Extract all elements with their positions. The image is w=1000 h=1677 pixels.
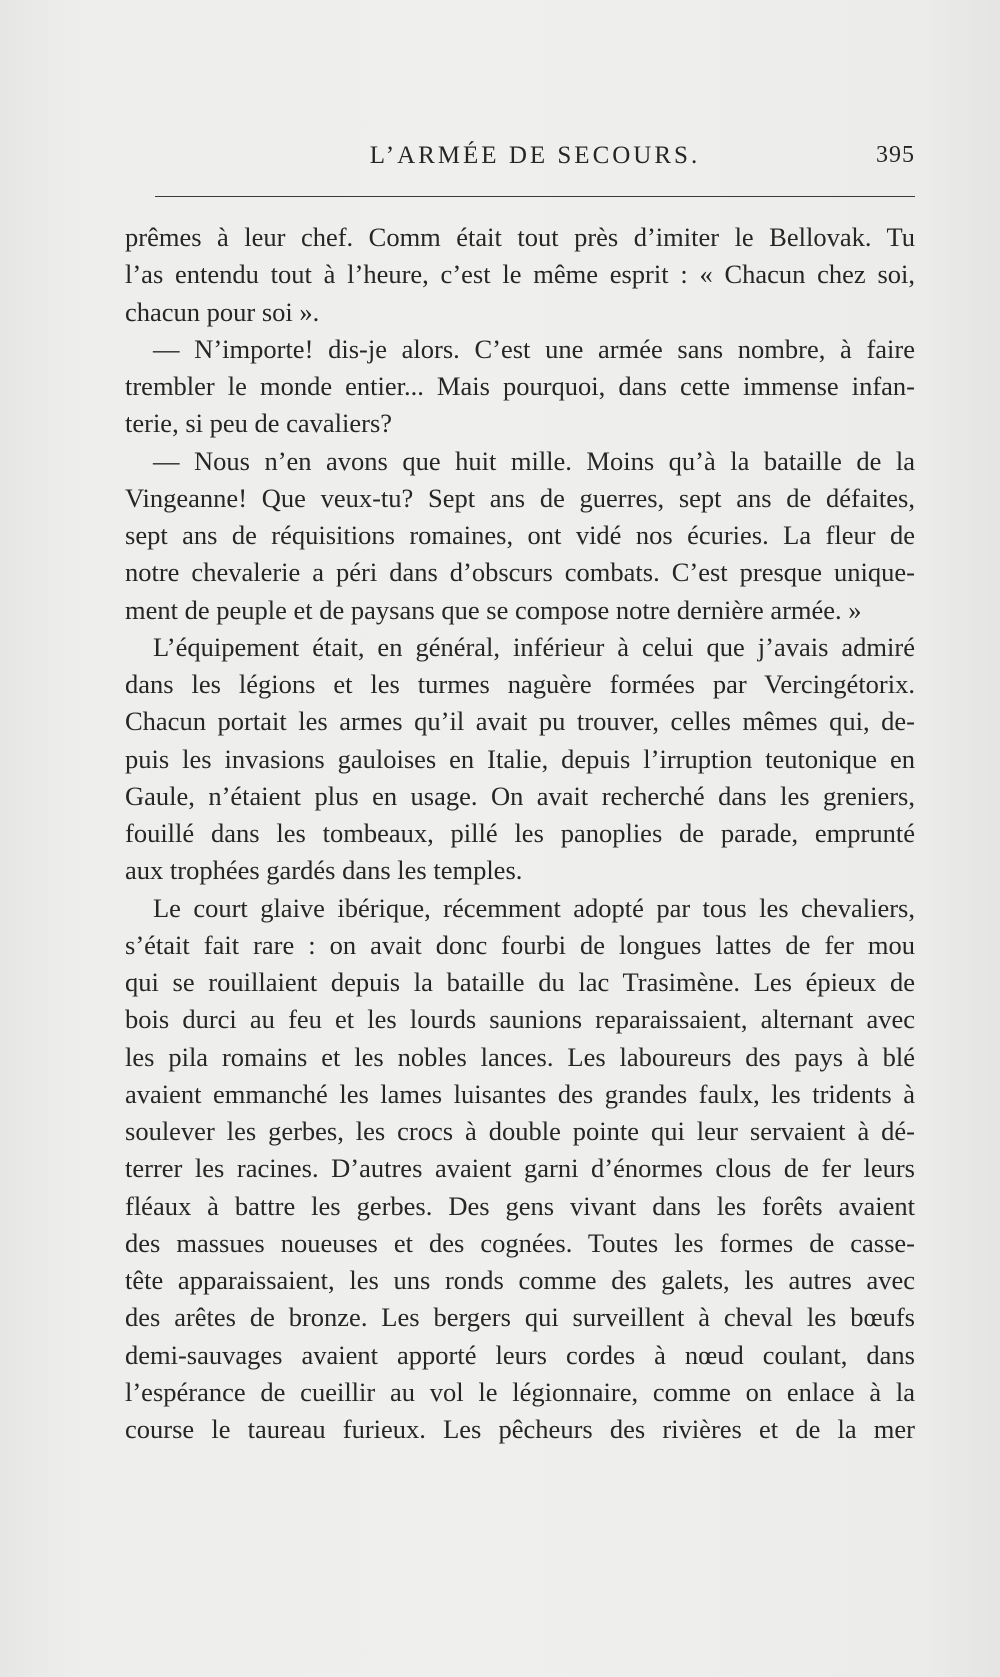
text-line: ment de peuple et de paysans que se compose notre dernière armée. »	[125, 594, 862, 625]
text-line: terie, si peu de cavaliers?	[125, 408, 393, 439]
text-line: tête apparaissaient, les uns ronds comme des galets, les autres avec	[125, 1265, 915, 1295]
header-rule	[155, 196, 915, 197]
text-line: notre chevalerie a péri dans d’obscurs combats. C’est presque unique-	[125, 557, 915, 588]
text-line: terrer les racines. D’autres avaient garni d’énormes clous de fer leurs	[125, 1153, 915, 1184]
text-line: bois durci au feu et les lourds saunions reparaissaient, alternant avec	[125, 1004, 915, 1035]
running-title: L’ARMÉE DE SECOURS.	[369, 142, 701, 169]
text-line: qui se rouillaient depuis la bataille du lac Trasimène. Les épieux de	[125, 967, 915, 997]
text-line: des arêtes de bronze. Les bergers qui surveillent à cheval les bœufs	[125, 1302, 915, 1333]
text-line: fléaux à battre les gerbes. Des gens vivant dans les forêts avaient	[125, 1190, 915, 1221]
text-line: L’équipement était, en général, inférieur à celui que j’avais admiré	[153, 631, 915, 662]
text-line: Chacun portait les armes qu’il avait pu trouver, celles mêmes qui, de-	[125, 706, 915, 737]
text-line: puis les invasions gauloises en Italie, depuis l’irruption teutonique en	[125, 743, 915, 774]
page-header	[155, 142, 915, 178]
text-line: prêmes à leur chef. Comm était tout près d’imiter le Bellovak. Tu	[125, 222, 915, 252]
text-line: dans les légions et les turmes naguère formées par Vercingétorix.	[125, 669, 915, 699]
text-line: s’était fait rare : on avait donc fourbi de longues lattes de fer mou	[125, 929, 915, 960]
text-line: Le court glaive ibérique, récemment adopté par tous les chevaliers,	[153, 892, 915, 923]
text-line: avaient emmanché les lames luisantes des grandes faulx, les tridents à	[125, 1078, 915, 1109]
text-line: l’espérance de cueillir au vol le légionnaire, comme on enlace à la	[125, 1376, 915, 1407]
text-line: des massues noueuses et des cognées. Toutes les formes de casse-	[125, 1227, 915, 1258]
text-line: fouillé dans les tombeaux, pillé les panoplies de parade, emprunté	[125, 818, 915, 848]
text-line: Gaule, n’étaient plus en usage. On avait recherché dans les greniers,	[125, 780, 915, 811]
text-line: Vingeanne! Que veux-tu? Sept ans de guerres, sept ans de défaites,	[125, 482, 915, 513]
text-line: demi-sauvages avaient apporté leurs cordes à nœud coulant, dans	[125, 1339, 915, 1370]
text-line: sept ans de réquisitions romaines, ont vidé nos écuries. La fleur de	[125, 520, 915, 550]
text-line: trembler le monde entier... Mais pourquoi, dans cette immense infan-	[125, 371, 915, 401]
body-text	[125, 219, 915, 1448]
text-line: — N’importe! dis-je alors. C’est une armée sans nombre, à faire	[153, 333, 915, 364]
text-line: soulever les gerbes, les crocs à double pointe qui leur servaient à dé-	[125, 1116, 915, 1146]
text-line: course le taureau furieux. Les pêcheurs des rivières et de la mer	[125, 1414, 915, 1444]
text-line: — Nous n’en avons que huit mille. Moins qu’à la bataille de la	[153, 445, 915, 476]
text-line: aux trophées gardés dans les temples.	[125, 855, 523, 886]
text-line: les pila romains et les nobles lances. Les laboureurs des pays à blé	[125, 1041, 915, 1072]
text-line: l’as entendu tout à l’heure, c’est le même esprit : « Chacun chez soi,	[125, 259, 915, 290]
page-number: 395	[876, 142, 915, 168]
text-line: chacun pour soi ».	[125, 296, 320, 327]
